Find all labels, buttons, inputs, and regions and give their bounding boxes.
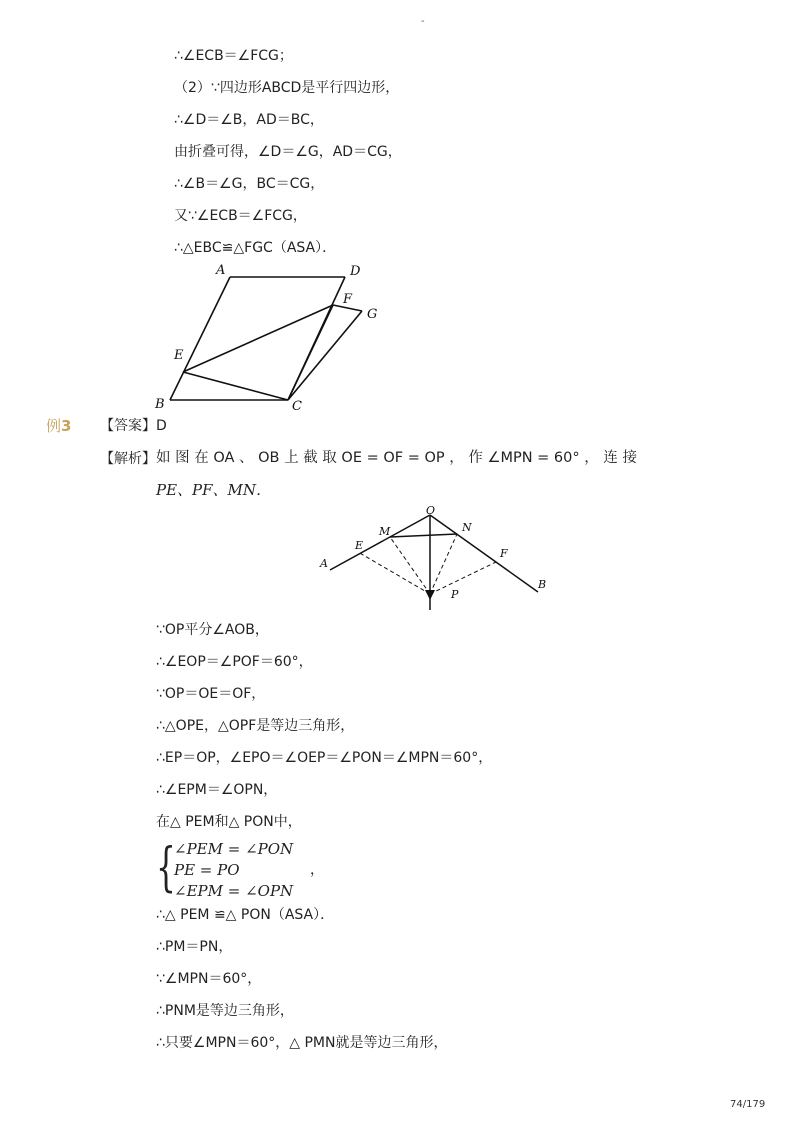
segment-pm: [390, 537, 430, 594]
system-row-1: ∠PEM = ∠PON: [174, 840, 294, 858]
proof3-line-5: ∴只要∠MPN＝60°，△ PMN就是等边三角形，: [156, 1035, 448, 1051]
proof-line-7: ∴△EBC≌△FGC（ASA）．: [174, 240, 337, 256]
header-mark: -: [421, 16, 425, 27]
proof2-line-3: ∵OP＝OE＝OF，: [156, 686, 266, 702]
proof2-line-1: ∵OP平分∠AOB，: [156, 622, 269, 638]
ray-oa: [330, 515, 430, 570]
label-b2: B: [538, 578, 547, 591]
arrow-head: [425, 590, 435, 600]
label-g: G: [367, 307, 378, 322]
label-n: N: [462, 521, 472, 534]
proof-line-2: （2）∵四边形ABCD是平行四边形，: [174, 80, 400, 96]
segment-pn: [430, 534, 457, 594]
segment-ec: [183, 372, 288, 400]
segment-pf: [430, 562, 496, 594]
segment-fc: [288, 305, 333, 400]
proof3-line-2: ∴PM＝PN，: [156, 939, 233, 955]
ray-ob: [430, 515, 538, 592]
segment-ef: [183, 305, 333, 372]
system-tail: ，: [310, 862, 324, 878]
equation-system: [156, 839, 306, 901]
label-e2: E: [355, 539, 364, 552]
proof2-line-4: ∴△OPE，△OPF是等边三角形，: [156, 718, 355, 734]
proof-line-5: ∴∠B＝∠G，BC＝CG，: [174, 176, 325, 192]
label-f2: F: [500, 547, 508, 560]
segment-mn: [390, 534, 457, 537]
example-number: 3: [61, 417, 72, 435]
label-a2: A: [320, 557, 328, 570]
example-prefix: 例: [46, 417, 62, 435]
system-row-2: PE = PO: [174, 861, 240, 879]
answer-row: [100, 415, 167, 435]
segment-pe: [358, 552, 430, 594]
label-m: M: [379, 525, 391, 538]
proof3-line-3: ∵∠MPN＝60°，: [156, 971, 262, 987]
proof3-line-4: ∴PNM是等边三角形，: [156, 1003, 294, 1019]
left-brace: {: [156, 838, 176, 898]
angle-bisector-figure: [318, 500, 550, 616]
analysis-intro-line-1: 如 图 在 OA 、 OB 上 截 取 OE = OF = OP ， 作 ∠MPN = 60° ， 连 接: [156, 450, 637, 466]
analysis-tag: 【解析】: [100, 451, 156, 467]
proof-line-6: 又∵∠ECB＝∠FCG，: [174, 208, 307, 224]
proof-line-4: 由折叠可得，∠D＝∠G，AD＝CG，: [174, 144, 402, 160]
proof3-line-1: ∴△ PEM ≌△ PON（ASA）．: [156, 907, 335, 923]
label-o: O: [426, 504, 436, 517]
label-d: D: [350, 264, 361, 279]
answer-tag: 【答案】: [100, 418, 156, 434]
system-row-3: ∠EPM = ∠OPN: [174, 882, 294, 900]
proof2-line-5: ∴EP＝OP，∠EPO＝∠OEP＝∠PON＝∠MPN＝60°，: [156, 750, 493, 766]
label-f: F: [343, 292, 353, 307]
proof-line-3: ∴∠D＝∠B，AD＝BC，: [174, 112, 324, 128]
page-number: 74/179: [730, 1099, 766, 1110]
segment-gc: [288, 311, 362, 400]
proof2-line-7: 在△ PEM和△ PON中，: [156, 814, 302, 830]
proof2-line-6: ∴∠EPM＝∠OPN，: [156, 782, 278, 798]
label-c: C: [292, 399, 302, 414]
analysis-intro-line-2: PE、PF、MN．: [156, 481, 272, 499]
answer-value: D: [156, 418, 167, 434]
label-p: P: [451, 588, 459, 601]
proof-line-1: ∴∠ECB＝∠FCG；: [174, 48, 293, 64]
example-label: [46, 415, 71, 436]
label-b: B: [155, 397, 165, 412]
label-a: A: [216, 263, 226, 278]
label-e: E: [174, 348, 184, 363]
proof2-line-2: ∴∠EOP＝∠POF＝60°，: [156, 654, 313, 670]
parallelogram-figure: [150, 258, 400, 418]
